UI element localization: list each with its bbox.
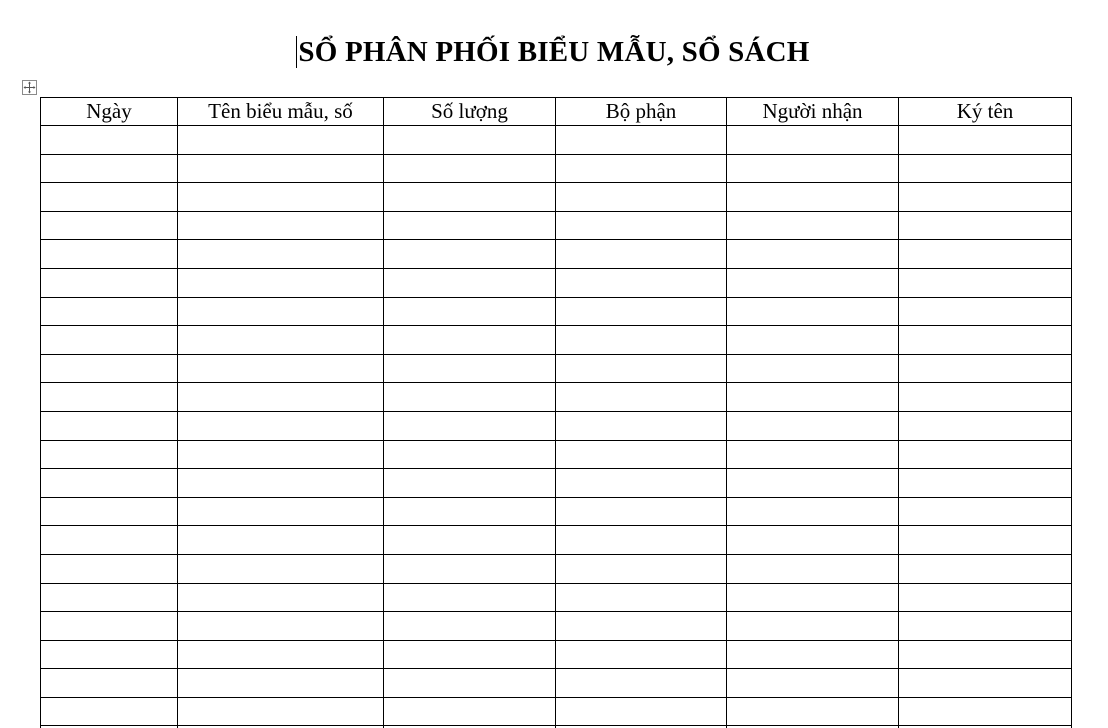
table-cell[interactable] <box>41 469 178 498</box>
table-cell[interactable] <box>384 383 556 412</box>
table-cell[interactable] <box>41 297 178 326</box>
table-cell[interactable] <box>899 697 1072 726</box>
table-row <box>41 211 1072 240</box>
table-cell[interactable] <box>178 526 384 555</box>
table-cell[interactable] <box>556 183 727 212</box>
table-cell[interactable] <box>41 383 178 412</box>
table-move-handle-icon[interactable] <box>22 80 37 95</box>
table-cell[interactable] <box>556 411 727 440</box>
table-cell[interactable] <box>727 297 899 326</box>
table-cell[interactable] <box>384 440 556 469</box>
table-row <box>41 411 1072 440</box>
table-cell[interactable] <box>727 497 899 526</box>
table-row <box>41 526 1072 555</box>
table-cell[interactable] <box>899 154 1072 183</box>
table-cell[interactable] <box>384 669 556 698</box>
column-header-signature[interactable]: Ký tên <box>899 98 1072 126</box>
table-row <box>41 126 1072 155</box>
table-cell[interactable] <box>178 183 384 212</box>
table-cell[interactable] <box>41 640 178 669</box>
table-header-row <box>41 98 1072 126</box>
table-cell[interactable] <box>41 554 178 583</box>
table-row <box>41 183 1072 212</box>
table-cell[interactable] <box>178 154 384 183</box>
table-row <box>41 154 1072 183</box>
table-cell[interactable] <box>556 469 727 498</box>
table-row <box>41 326 1072 355</box>
table-cell[interactable] <box>727 469 899 498</box>
table-cell[interactable] <box>556 440 727 469</box>
table-cell[interactable] <box>556 354 727 383</box>
table-cell[interactable] <box>899 240 1072 269</box>
table-cell[interactable] <box>384 354 556 383</box>
table-cell[interactable] <box>556 154 727 183</box>
table-cell[interactable] <box>899 640 1072 669</box>
table-cell[interactable] <box>41 411 178 440</box>
table-cell[interactable] <box>178 554 384 583</box>
table-cell[interactable] <box>384 297 556 326</box>
table-cell[interactable] <box>178 383 384 412</box>
table-row <box>41 640 1072 669</box>
table-row <box>41 583 1072 612</box>
table-cell[interactable] <box>556 697 727 726</box>
table-cell[interactable] <box>41 497 178 526</box>
table-cell[interactable] <box>384 411 556 440</box>
table-cell[interactable] <box>556 526 727 555</box>
table-cell[interactable] <box>556 612 727 641</box>
table-cell[interactable] <box>727 154 899 183</box>
table-cell[interactable] <box>556 669 727 698</box>
table-cell[interactable] <box>384 126 556 155</box>
table-cell[interactable] <box>556 583 727 612</box>
table-cell[interactable] <box>384 554 556 583</box>
table-cell[interactable] <box>899 268 1072 297</box>
table-cell[interactable] <box>556 497 727 526</box>
table-cell[interactable] <box>556 326 727 355</box>
table-cell[interactable] <box>41 183 178 212</box>
table-row <box>41 697 1072 726</box>
table-row <box>41 268 1072 297</box>
page-title-line <box>0 34 1108 70</box>
table-cell[interactable] <box>899 126 1072 155</box>
table-cell[interactable] <box>727 183 899 212</box>
table-cell[interactable] <box>899 669 1072 698</box>
column-header-date[interactable]: Ngày <box>41 98 178 126</box>
table-cell[interactable] <box>727 440 899 469</box>
table-cell[interactable] <box>178 669 384 698</box>
table-cell[interactable] <box>899 526 1072 555</box>
table-cell[interactable] <box>384 469 556 498</box>
table-cell[interactable] <box>899 383 1072 412</box>
title-text-container[interactable] <box>298 34 809 70</box>
table-cell[interactable] <box>384 697 556 726</box>
text-cursor <box>296 36 297 68</box>
table-cell[interactable] <box>727 554 899 583</box>
table-cell[interactable] <box>899 211 1072 240</box>
table-cell[interactable] <box>727 612 899 641</box>
column-header-department[interactable]: Bộ phận <box>556 98 727 126</box>
table-cell[interactable] <box>727 583 899 612</box>
table-row <box>41 354 1072 383</box>
table-cell[interactable] <box>384 583 556 612</box>
table-cell[interactable] <box>727 411 899 440</box>
table-cell[interactable] <box>727 240 899 269</box>
table-cell[interactable] <box>899 183 1072 212</box>
column-header-quantity[interactable]: Số lượng <box>384 98 556 126</box>
table-cell[interactable] <box>727 126 899 155</box>
table-cell[interactable] <box>41 211 178 240</box>
table-cell[interactable] <box>178 126 384 155</box>
four-arrow-move-icon <box>23 81 36 94</box>
table-cell[interactable] <box>727 268 899 297</box>
table-cell[interactable] <box>41 268 178 297</box>
table-cell[interactable] <box>899 469 1072 498</box>
table-cell[interactable] <box>899 354 1072 383</box>
table-cell[interactable] <box>727 697 899 726</box>
table-cell[interactable] <box>727 669 899 698</box>
table-cell[interactable] <box>178 697 384 726</box>
table-cell[interactable] <box>41 240 178 269</box>
table-cell[interactable] <box>41 583 178 612</box>
table-cell[interactable] <box>556 554 727 583</box>
table-cell[interactable] <box>899 411 1072 440</box>
table-cell[interactable] <box>178 440 384 469</box>
table-cell[interactable] <box>384 640 556 669</box>
table-cell[interactable] <box>384 211 556 240</box>
table-cell[interactable] <box>556 211 727 240</box>
table-cell[interactable] <box>41 526 178 555</box>
table-cell[interactable] <box>384 526 556 555</box>
table-cell[interactable] <box>899 326 1072 355</box>
table-cell[interactable] <box>556 268 727 297</box>
table-cell[interactable] <box>178 297 384 326</box>
table-cell[interactable] <box>899 612 1072 641</box>
table-cell[interactable] <box>41 697 178 726</box>
table-cell[interactable] <box>384 183 556 212</box>
table-row <box>41 612 1072 641</box>
column-header-recipient[interactable]: Người nhận <box>727 98 899 126</box>
table-cell[interactable] <box>727 383 899 412</box>
table-cell[interactable] <box>384 240 556 269</box>
table-row <box>41 669 1072 698</box>
table-body <box>41 126 1072 728</box>
table-cell[interactable] <box>899 297 1072 326</box>
table-cell[interactable] <box>178 640 384 669</box>
table-cell[interactable] <box>384 497 556 526</box>
table-cell[interactable] <box>178 469 384 498</box>
table-row <box>41 469 1072 498</box>
table-cell[interactable] <box>178 612 384 641</box>
table-row <box>41 240 1072 269</box>
table-cell[interactable] <box>384 326 556 355</box>
table-cell[interactable] <box>727 326 899 355</box>
table-cell[interactable] <box>41 440 178 469</box>
table-cell[interactable] <box>384 154 556 183</box>
table-cell[interactable] <box>41 126 178 155</box>
table-cell[interactable] <box>41 154 178 183</box>
table-cell[interactable] <box>727 526 899 555</box>
table-cell[interactable] <box>899 440 1072 469</box>
table-cell[interactable] <box>899 554 1072 583</box>
table-row <box>41 297 1072 326</box>
table-cell[interactable] <box>727 354 899 383</box>
table-cell[interactable] <box>41 669 178 698</box>
table-cell[interactable] <box>178 240 384 269</box>
table-cell[interactable] <box>178 497 384 526</box>
table-cell[interactable] <box>556 126 727 155</box>
table-cell[interactable] <box>178 268 384 297</box>
table-cell[interactable] <box>41 354 178 383</box>
table-cell[interactable] <box>41 326 178 355</box>
table-cell[interactable] <box>178 583 384 612</box>
table-cell[interactable] <box>178 211 384 240</box>
table-cell[interactable] <box>384 268 556 297</box>
table-cell[interactable] <box>556 383 727 412</box>
table-cell[interactable] <box>899 583 1072 612</box>
column-header-form-name[interactable]: Tên biểu mẫu, số <box>178 98 384 126</box>
table-cell[interactable] <box>556 297 727 326</box>
table-row <box>41 554 1072 583</box>
table-cell[interactable] <box>727 640 899 669</box>
page-title[interactable]: SỔ PHÂN PHỐI BIỂU MẪU, SỔ SÁCH <box>298 36 810 68</box>
table-cell[interactable] <box>899 497 1072 526</box>
table-cell[interactable] <box>556 640 727 669</box>
table-cell[interactable] <box>727 211 899 240</box>
table-row <box>41 440 1072 469</box>
table-row <box>41 383 1072 412</box>
table-cell[interactable] <box>178 411 384 440</box>
table-row <box>41 497 1072 526</box>
table-cell[interactable] <box>178 354 384 383</box>
table-cell[interactable] <box>178 326 384 355</box>
distribution-ledger-table <box>40 97 1072 728</box>
table-cell[interactable] <box>41 612 178 641</box>
table-cell[interactable] <box>556 240 727 269</box>
table-cell[interactable] <box>384 612 556 641</box>
